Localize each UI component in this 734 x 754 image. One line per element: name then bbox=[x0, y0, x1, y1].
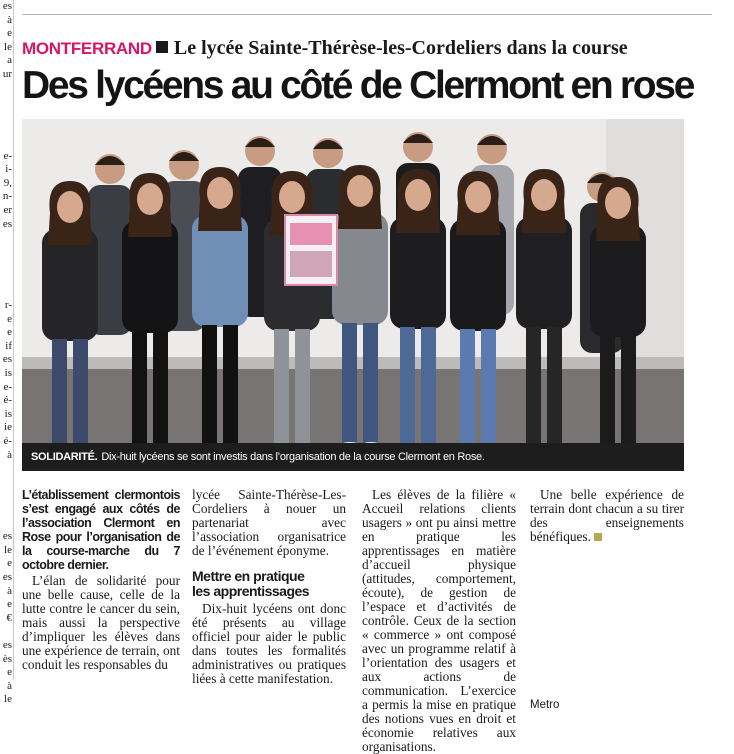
student-front-body bbox=[332, 213, 388, 325]
paragraph-2: Dix-huit lycéens ont donc été présents au village officiel pour aider le public dans toutes les formalités administratives ou pratiques liées à cette manifestation. bbox=[192, 601, 346, 686]
paragraph-1: L’élan de solidarité pour une belle cause, celle de la lutte contre le cancer du sein, mais aussi la perspective d’impliquer les élèves dans une expérience de terrain, ont conduit les responsables du bbox=[22, 573, 180, 672]
student-front-leg-right bbox=[73, 339, 88, 443]
cutoff-line: e bbox=[7, 557, 12, 570]
column-3 bbox=[362, 488, 516, 754]
cutoff-line: ie bbox=[4, 421, 12, 434]
student-front-leg-right bbox=[547, 327, 562, 443]
student-front-leg-right bbox=[295, 329, 310, 443]
student-front-body bbox=[390, 217, 446, 329]
cutoff-line: a bbox=[7, 54, 12, 67]
cutoff-line: es bbox=[2, 0, 12, 12]
student-front-face bbox=[347, 175, 373, 207]
cutoff-line: é- bbox=[3, 394, 12, 407]
student-front-face bbox=[57, 191, 83, 223]
student-front-leg-left bbox=[342, 323, 357, 443]
student-front-face bbox=[405, 179, 431, 211]
cutoff-line bbox=[0, 489, 12, 503]
cutoff-line: e- bbox=[3, 149, 12, 162]
cutoff-line bbox=[0, 109, 12, 123]
cutoff-line: if bbox=[5, 339, 12, 352]
cutoff-line bbox=[0, 258, 12, 272]
cutoff-line: ur bbox=[2, 67, 12, 80]
headline: Des lycéens au côté de Clermont en rose bbox=[22, 64, 694, 107]
student-front-body bbox=[122, 221, 178, 333]
kicker-title: Le lycée Sainte-Thérèse-les-Cordeliers dans la course bbox=[173, 37, 628, 59]
kicker bbox=[22, 36, 628, 61]
student-front-leg-left bbox=[526, 327, 541, 443]
student-front-face bbox=[279, 181, 305, 213]
paragraph-3: Les élèves de la filière « Accueil relations clients usagers » ont pu ainsi mettre en pratique les apprentissages en matière d’accueil physique (attitudes, comportement, écoute), de gestion de l’espace et d’activités de contrôle. Ceux de la section « commerce » ont composé avec un programme relatif à l’orientation des usagers et aux actions de communication. L’exercice a permis la mise en pratique des notions vues en droit et économie relatives aux organisations. bbox=[362, 487, 516, 754]
cutoff-line bbox=[0, 285, 12, 299]
cutoff-line bbox=[0, 462, 12, 476]
cutoff-line: es bbox=[2, 217, 12, 230]
cutoff-line: é- bbox=[3, 435, 12, 447]
cutoff-line bbox=[0, 517, 12, 531]
student-front-body bbox=[192, 215, 248, 327]
cutoff-line: er bbox=[3, 203, 12, 216]
cutoff-line: e bbox=[7, 326, 12, 339]
subhead-line-1: Mettre en pratique bbox=[192, 568, 305, 584]
student-front-leg-left bbox=[600, 335, 615, 443]
student-front-face bbox=[207, 177, 233, 209]
student-front-face bbox=[137, 183, 163, 215]
cutoff-line: le bbox=[4, 543, 12, 556]
cutoff-line: e bbox=[7, 27, 12, 40]
paragraph-1-continued: lycée Sainte-Thérèse-Les-Cordeliers à nouer un partenariat avec l’association organisatrice de l’événement éponyme. bbox=[192, 487, 346, 558]
student-front-face bbox=[465, 181, 491, 213]
poster-banner bbox=[290, 223, 332, 245]
cutoff-line bbox=[0, 122, 12, 136]
cutoff-line: n- bbox=[2, 190, 12, 203]
student-front-leg-right bbox=[421, 327, 436, 443]
student-front-leg-right bbox=[621, 335, 636, 443]
cutoff-line: e bbox=[7, 598, 12, 611]
student-front-leg-left bbox=[202, 325, 217, 443]
cutoff-line bbox=[0, 95, 12, 109]
student-front-leg-right bbox=[363, 323, 378, 443]
article-photo bbox=[22, 119, 684, 443]
column-4 bbox=[530, 488, 684, 544]
cutoff-line: r- bbox=[4, 299, 12, 312]
cutoff-line bbox=[0, 272, 12, 286]
cutoff-line: e bbox=[7, 312, 12, 325]
student-front-body bbox=[516, 217, 572, 329]
student-front-leg-right bbox=[153, 331, 168, 443]
cutoff-line: es bbox=[2, 530, 12, 543]
caption-label: SOLIDARITÉ. bbox=[31, 451, 98, 463]
student-front-face bbox=[531, 179, 557, 211]
student-front-leg-left bbox=[52, 339, 67, 443]
cutoff-line bbox=[0, 245, 12, 259]
cutoff-line: ès bbox=[2, 652, 12, 665]
cutoff-line: € bbox=[6, 611, 12, 624]
cutoff-line bbox=[0, 503, 12, 517]
paragraph-4-text: Une belle expérience de terrain dont chacun a su tirer des enseignements bénéfiques. bbox=[530, 487, 684, 544]
cutoff-line bbox=[0, 82, 12, 96]
article-lead: L’établissement clermontois s’est engagé aux côtés de l’association Clermont en Rose pour l’organisation de la course-marche du 7 octobre dernier. bbox=[22, 488, 180, 572]
cutoff-line: es bbox=[2, 353, 12, 366]
cutoff-line: le bbox=[4, 40, 12, 53]
top-divider bbox=[22, 14, 712, 15]
cutoff-line: à bbox=[7, 679, 12, 692]
student-front-leg-left bbox=[400, 327, 415, 443]
poster-image bbox=[290, 251, 332, 277]
student-front-leg-right bbox=[223, 325, 238, 443]
caption-text: Dix-huit lycéens se sont investis dans l’organisation de la course Clermont en Rose. bbox=[101, 451, 485, 463]
student-front-body bbox=[590, 225, 646, 337]
kicker-square-icon bbox=[156, 41, 168, 53]
cutoff-line: e- bbox=[3, 380, 12, 393]
cutoff-line bbox=[0, 136, 12, 150]
paragraph-4 bbox=[530, 488, 684, 544]
cutoff-line bbox=[0, 625, 12, 639]
photo-caption bbox=[22, 443, 684, 471]
student-front-face bbox=[605, 187, 631, 219]
cutoff-line: e bbox=[7, 666, 12, 679]
subhead bbox=[192, 569, 346, 599]
subhead-line-2: les apprentissages bbox=[192, 583, 310, 599]
footer-section-label: Metro bbox=[530, 699, 560, 711]
cutoff-line: à bbox=[7, 13, 12, 26]
student-front-leg-left bbox=[460, 329, 475, 443]
group-photo-illustration bbox=[22, 119, 684, 443]
adjacent-column-cutoff bbox=[0, 0, 12, 748]
kicker-location: MONTFERRAND bbox=[22, 39, 152, 58]
cutoff-line: le bbox=[4, 693, 12, 706]
student-front-leg-right bbox=[481, 329, 496, 443]
student-front-leg-left bbox=[132, 331, 147, 443]
cutoff-line bbox=[0, 476, 12, 490]
column-divider bbox=[13, 0, 14, 680]
cutoff-line: i- bbox=[5, 163, 12, 176]
student-front-leg-left bbox=[274, 329, 289, 443]
cutoff-line: 9, bbox=[3, 176, 12, 189]
cutoff-line: es bbox=[2, 570, 12, 583]
student-front-body bbox=[42, 229, 98, 341]
cutoff-line: à bbox=[7, 584, 12, 597]
cutoff-line: es bbox=[2, 638, 12, 651]
cutoff-line: is bbox=[4, 407, 12, 420]
end-of-article-mark bbox=[594, 533, 602, 541]
cutoff-line: à bbox=[7, 448, 12, 461]
column-1 bbox=[22, 488, 180, 672]
cutoff-line bbox=[0, 231, 12, 245]
student-front-body bbox=[450, 219, 506, 331]
cutoff-line: is bbox=[4, 367, 12, 380]
column-2 bbox=[192, 488, 346, 686]
